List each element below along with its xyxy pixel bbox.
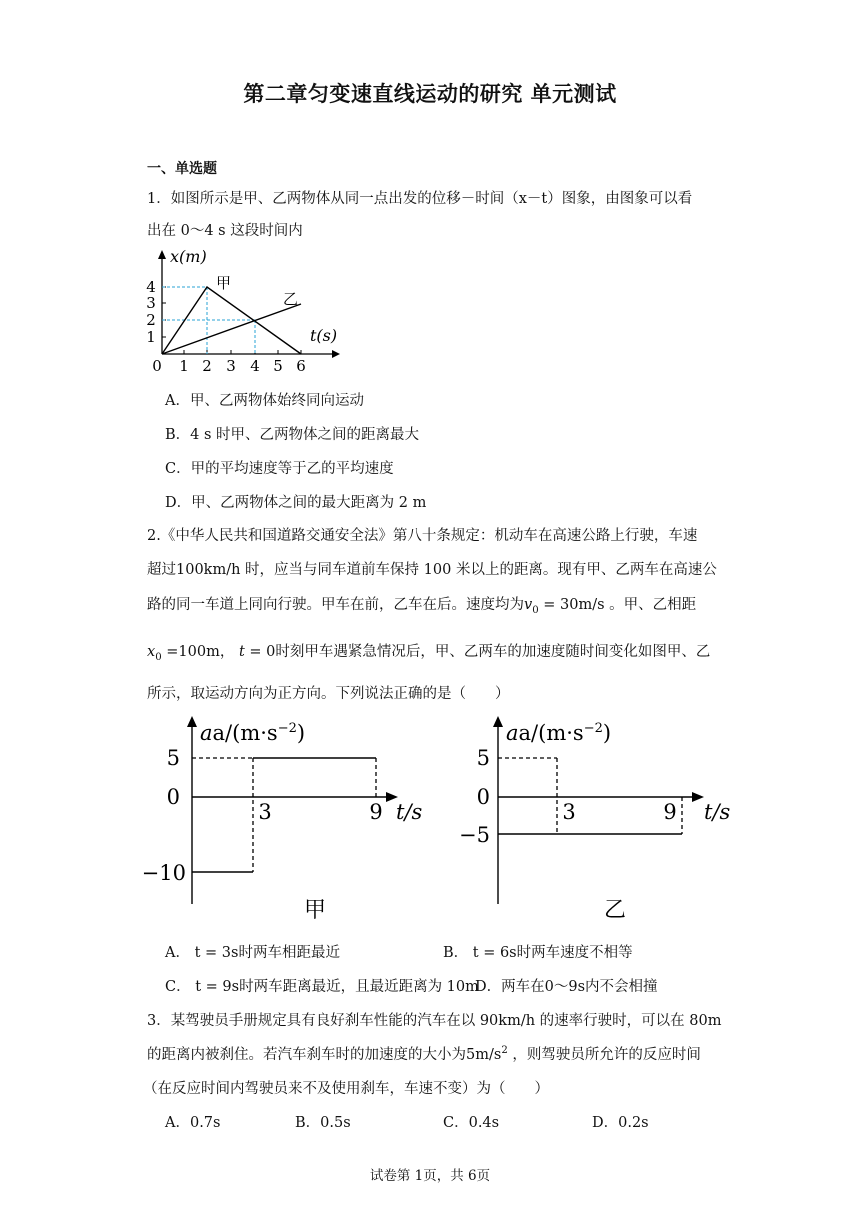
q1-xt-graph: [140, 244, 350, 379]
y-axis-arrow: [187, 716, 197, 727]
jia-tick-5: 5: [166, 746, 180, 770]
y-axis-arrow: [493, 716, 503, 727]
jia-tick-0: 0: [166, 785, 180, 809]
yi-tick-neg5: −5: [459, 823, 490, 847]
yi-y-label: $aa/(m\cdot s^{-2})$: [506, 721, 612, 745]
x-tick-4: 4: [250, 357, 260, 375]
yi-tick-0: 0: [476, 785, 490, 809]
q2-chart-yi: [442, 712, 742, 927]
y-tick-4: 4: [146, 278, 156, 296]
q3-option-b: B．0.5s: [295, 1115, 351, 1131]
q2-option-b: B． t = 6s时两车速度不相等: [443, 945, 633, 961]
yi-y-label-text: a/(m·s: [518, 721, 584, 745]
y-axis-arrow: [158, 250, 166, 259]
line-yi: [162, 304, 301, 354]
x-tick-0: 0: [152, 357, 162, 375]
yi-x-label: t/s: [704, 800, 731, 824]
yi-caption: 乙: [603, 898, 627, 923]
jia-x-label: t/s: [396, 800, 423, 824]
q2-option-c: C． t = 9s时两车距离最近，且最近距离为 10m: [165, 979, 479, 995]
q1-option-d: D．甲、乙两物体之间的最大距离为 2 m: [165, 495, 427, 511]
x-tick-1: 1: [179, 357, 189, 375]
q2-stem-line5: 所示，取运动方向为正方向。下列说法正确的是（ ）: [147, 686, 510, 702]
x-tick-6: 6: [296, 357, 306, 375]
q3-option-a: A．0.7s: [165, 1115, 221, 1131]
jia-x-tick-3: 3: [258, 800, 272, 824]
y-tick-3: 3: [146, 294, 156, 312]
yi-x-tick-3: 3: [562, 800, 576, 824]
x-axis-label: t(s): [310, 326, 338, 345]
q2-chart-jia: [140, 712, 440, 927]
q1-stem-line1: 1．如图所示是甲、乙两物体从同一点出发的位移－时间（x－t）图象，由图象可以看: [147, 191, 693, 207]
jia-y-label-text: a/(m·s: [212, 721, 278, 745]
yi-tick-5: 5: [476, 746, 490, 770]
x-tick-3: 3: [226, 357, 236, 375]
q2-option-a: A． t = 3s时两车相距最近: [165, 945, 340, 961]
q1-option-c: C．甲的平均速度等于乙的平均速度: [165, 461, 394, 477]
jia-tick-neg10: −10: [141, 861, 186, 885]
q2-option-d: D．两车在0～9s内不会相撞: [475, 979, 658, 995]
y-tick-2: 2: [146, 311, 156, 329]
section-heading: 一、单选题: [147, 161, 217, 177]
q3-option-c: C．0.4s: [443, 1115, 500, 1131]
jia-caption: 甲: [303, 898, 327, 923]
y-axis-label: x(m): [170, 247, 207, 266]
q1-stem-line2: 出在 0～4 s 这段时间内: [147, 223, 303, 239]
q2-stem-line3: 路的同一车道上同向行驶。甲车在前，乙车在后。速度均为$v_0 = 30m/s$ 。甲、乙相距: [147, 597, 697, 616]
yi-x-tick-9: 9: [663, 800, 677, 824]
page-footer: 试卷第 1页，共 6页: [369, 1168, 491, 1184]
q1-option-a: A．甲、乙两物体始终同向运动: [165, 393, 364, 409]
q3-option-d: D．0.2s: [592, 1115, 649, 1131]
q1-option-b: B．4 s 时甲、乙两物体之间的距离最大: [165, 427, 420, 443]
jia-y-label: $aa/(m\cdot s^{-2})$: [200, 721, 306, 745]
jia-x-tick-9: 9: [369, 800, 383, 824]
q2-stem-line2: 超过100km/h 时，应当与同车道前车保持 100 米以上的距离。现有甲、乙两车在高速公: [147, 562, 717, 578]
x-tick-2: 2: [202, 357, 212, 375]
label-yi: 乙: [283, 290, 299, 308]
x-axis-arrow: [332, 350, 340, 358]
q3-stem-line2: 的距离内被刹住。若汽车刹车时的加速度的大小为$5m/s^2$ ，则驾驶员所允许的反应时间: [147, 1045, 701, 1063]
q2-stem-line4: $x_0 =100m$， t = 0时刻甲车遇紧急情况后，甲、乙两车的加速度随时间变化如图甲、乙: [147, 644, 711, 663]
page-title: 第二章匀变速直线运动的研究 单元测试: [243, 81, 617, 106]
x-axis-arrow: [692, 792, 704, 802]
q3-stem-line1: 3．某驾驶员手册规定具有良好刹车性能的汽车在以 90km/h 的速率行驶时，可以在 80m: [147, 1013, 722, 1029]
y-tick-1: 1: [146, 328, 156, 346]
q3-stem-line3: （在反应时间内驾驶员来不及使用刹车，车速不变）为（ ）: [143, 1081, 549, 1097]
x-tick-5: 5: [273, 357, 283, 375]
q2-stem-line1: 2.《中华人民共和国道路交通安全法》第八十条规定：机动车在高速公路上行驶，车速: [147, 528, 698, 544]
label-jia: 甲: [216, 274, 232, 292]
